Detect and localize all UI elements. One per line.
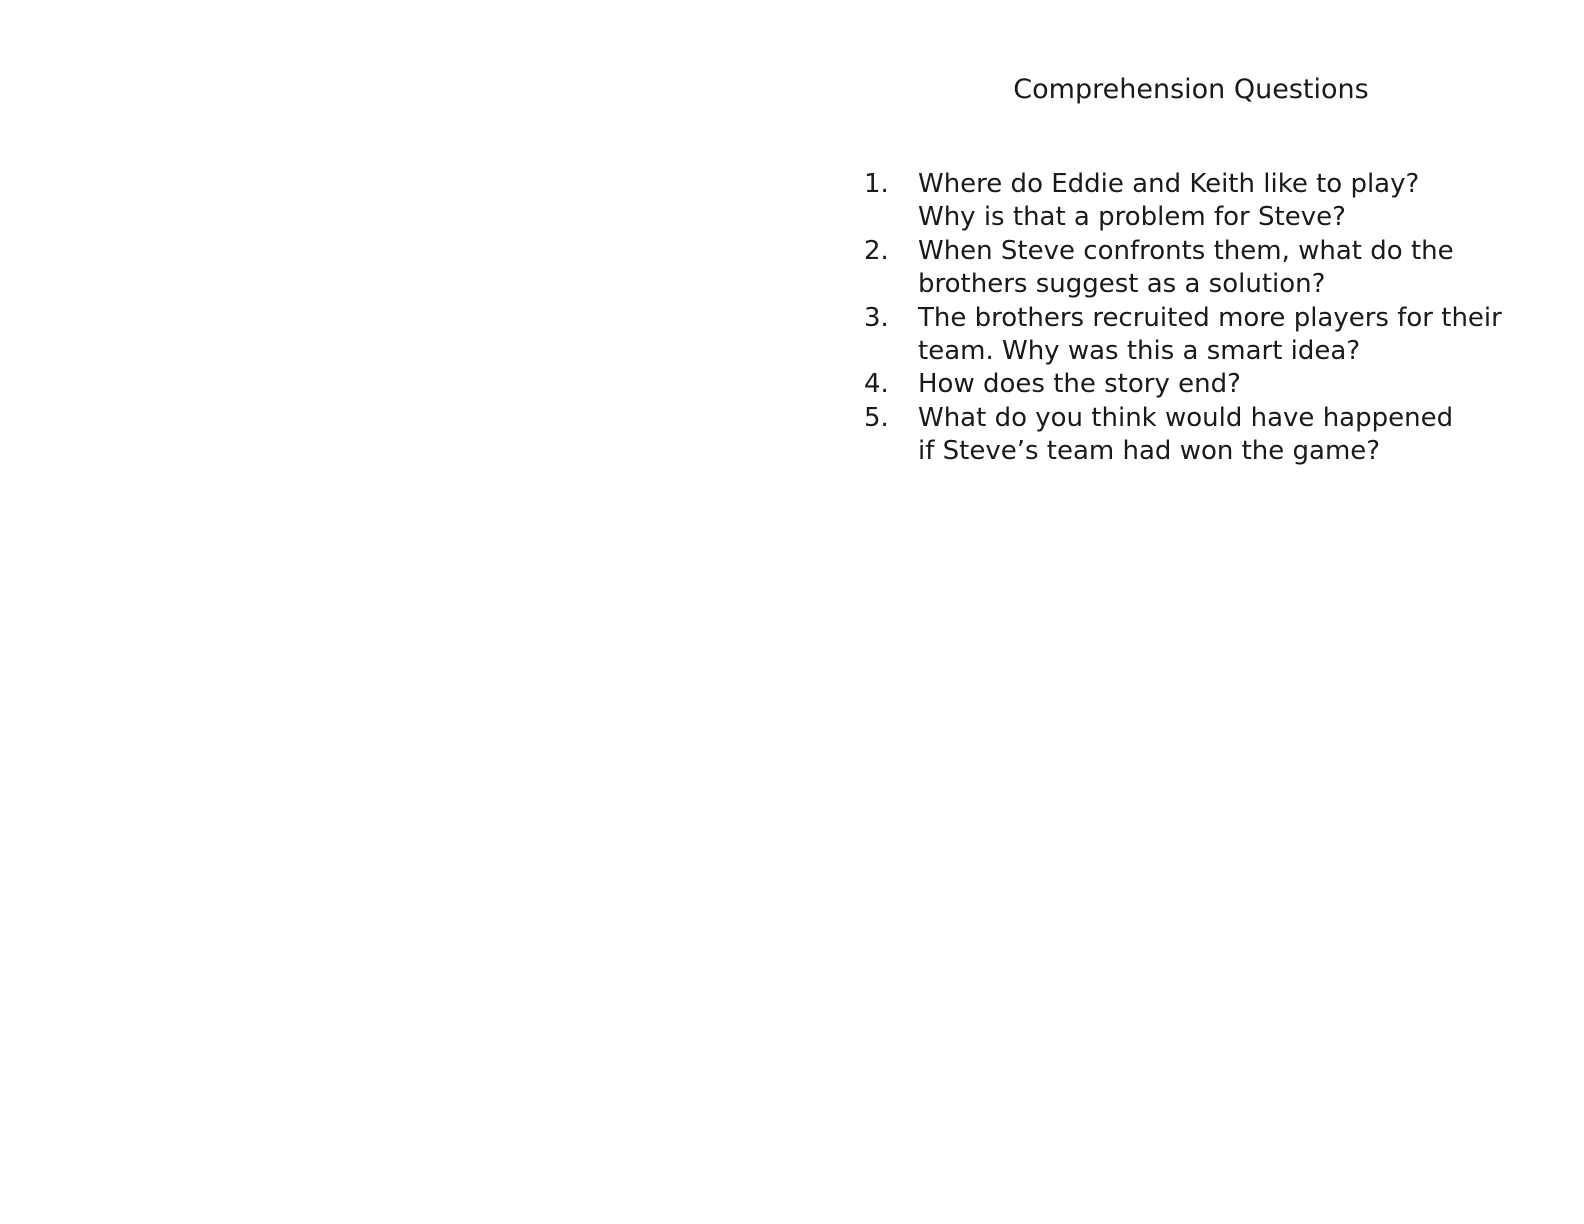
question-line: Where do Eddie and Keith like to play? [918,169,1420,199]
question-item-2 [864,235,1584,302]
question-number: 5. [864,402,889,433]
question-text [918,302,1584,369]
question-text [918,235,1584,302]
question-number: 2. [864,235,889,266]
question-text [918,368,1584,401]
question-number: 4. [864,369,889,400]
question-line: When Steve confronts them, what do the [918,235,1454,266]
question-line: brothers suggest as a solution? [918,269,1326,300]
question-line: How does the story end? [918,369,1241,400]
question-line: What do you think would have happened [918,402,1454,433]
question-line: if Steve’s team had won the game? [918,436,1381,467]
question-item-3 [864,302,1584,369]
page-title: Comprehension Questions [1013,74,1369,105]
question-item-5 [864,402,1584,469]
question-line: team. Why was this a smart idea? [918,336,1361,367]
questions-panel [792,0,1584,1224]
question-number: 3. [864,302,889,333]
question-text [918,168,1584,235]
question-line: The brothers recruited more players for their [918,302,1502,333]
question-item-4 [864,368,1584,401]
questions-list [864,168,1584,469]
question-text [918,402,1584,469]
question-item-1 [864,168,1584,235]
question-line: Why is that a problem for Steve? [918,202,1346,233]
question-number: 1. [864,169,889,199]
